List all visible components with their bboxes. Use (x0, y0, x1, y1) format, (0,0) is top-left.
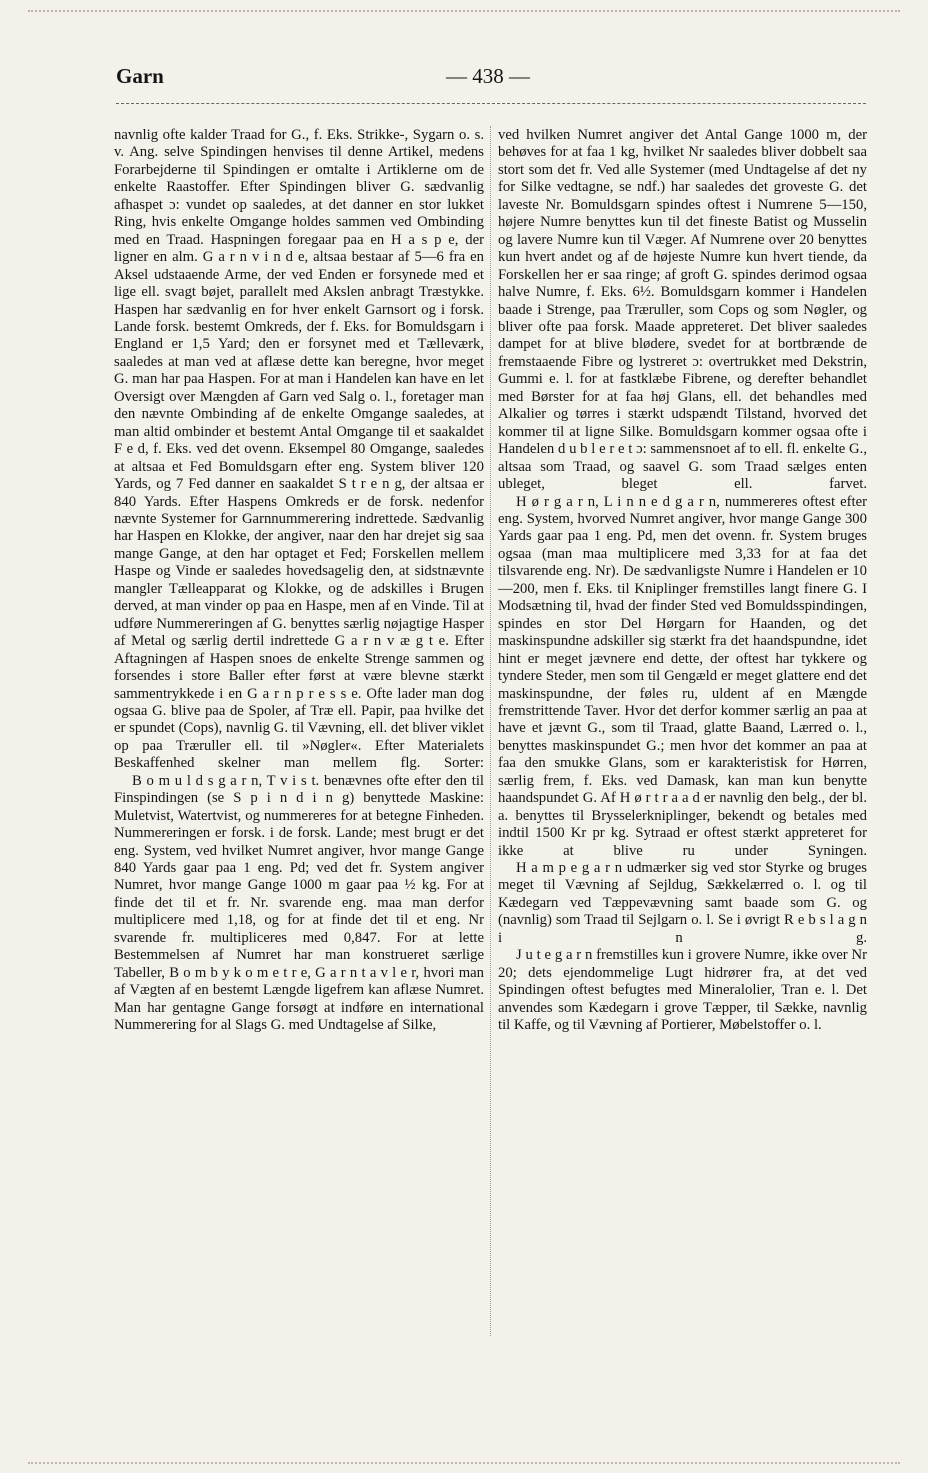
running-headword: Garn (116, 64, 164, 88)
left-paragraph-2: B o m u l d s g a r n, T v i s t. benævnes ofte efter den til Finspindingen (se S p i n d i n g) benyttede Maskine: Muletvist, Watertvist, og nummereres for at betegne Finheden. Nummereringen er forsk. i de forsk. Lande; mest brugt er det eng. System, ved hvilket Numret angiver, hvor mange Gange 840 Yards gaar paa 1 eng. Pd; ved det fr. System angiver Numret, hvor mange Gange 1000 m gaar paa ½ kg. For at finde det til et fr. Nr. svarende eng. maa man derfor multiplicere med 1,18, og for at finde det til et eng. Nr svarende fr. multipliceres med 0,847. For at lette Bestemmelsen af Numret har man konstrueret særlige Tabeller, B o m b y k o m e t r e, G a r n t a v l e r, hvori man af Vægten af en bestemt Længde ligefrem kan aflæse Numret. Man har gentagne Gange forsøgt at indføre en international Nummerering for al Slags G. med Undtagelse af Silke, (114, 772, 484, 1034)
left-column (114, 127, 484, 1035)
right-paragraph-2: H ø r g a r n, L i n n e d g a r n, nummereres oftest efter eng. System, hvorved Numret angiver, hvor mange Gange 300 Yards gaar paa 1 eng. Pd, men det ovenn. fr. System bruges ogsaa (man maa multiplicere med 3,33 for at faa det tilsvarende eng. Nr). De sædvanligste Numre i Handelen er 10—200, men f. Eks. til Kniplinger fremstilles langt finere G. I Modsætning til, hvad der finder Sted ved Bomuldsspindingen, spindes en stor Del Hørgarn for Haanden, og det maskinspundne adskiller sig stærkt fra det haandspundne, idet hint er meget jævnere end dette, der oftest har tykkere og tyndere Steder, men som til Gengæld er meget glattere end det maskinspundne, der føles ru, uldent af en Mængde fremstrittende Taver. Hvor det derfor kommer særlig an paa at have et jævnt G., som til Traad, glatte Baand, Lærred o. l., benyttes maskinspundet G.; men hvor det kommer an paa at faa den smukke Glans, som er karakteristisk for Hørren, særlig frem, f. Eks. ved Damask, kan man kun benytte haandspundet G. Af H ø r t r a a d er navnlig den belg., der bl. a. benyttes til Brysselerkniplinger, bekendt og betales med indtil 1500 Kr pr kg. Sytraad er oftest stærkt appreteret for ikke at blive ru under Syningen. (498, 493, 867, 859)
right-paragraph-4: J u t e g a r n fremstilles kun i grovere Numre, ikke over Nr 20; dets ejendommelige Lugt hidrører fra, at det ved Spindingen oftest befugtes med Mineralolier, Tran e. l. Det anvendes som Kædegarn i grove Tæpper, til Sække, navnlig til Kaffe, og til Vævning af Portierer, Møbelstoffer o. l. (498, 947, 867, 1034)
page-number: — 438 — (446, 64, 530, 88)
column-separator (490, 126, 491, 1336)
header-rule (116, 103, 866, 104)
left-paragraph-1: navnlig ofte kalder Traad for G., f. Eks. Strikke-, Sygarn o. s. v. Ang. selve Spindingen henvises til denne Artikel, medens Forarbejderne til Spindingen er omtalte i Artiklerne om de enkelte Raastoffer. Efter Spindingen bliver G. sædvanlig afhaspet ɔ: vundet op saaledes, at det danner en stor lukket Ring, hvis enkelte Omgange holdes sammen ved Ombinding med en Traad. Haspningen foregaar paa en H a s p e, der ligner en alm. G a r n v i n d e, altsaa bestaar af 5—6 fra en Aksel udstaaende Arme, der ved Enden er forsynede med et lige ell. svagt bøjet, parallelt med Akslen anbragt Træstykke. Haspen har sædvanlig en for hver enkelt Garnsort og i forsk. Lande forsk. bestemt Omkreds, der f. Eks. for Bomuldsgarn i England er 1,5 Yard; den er forsynet med et Tælleværk, saaledes at man ved at aflæse dette kan beregne, hvor meget G. man har paa Haspen. For at man i Handelen kan have en let Oversigt over Mængden af Garn ved Salg o. l., foretager man den nævnte Ombinding af de enkelte Omgange saaledes, at man altid ombinder et bestemt Antal Omgange til et saakaldet F e d, f. Eks. ved det ovenn. Eksempel 80 Omgange, saaledes at altsaa et Fed Bomuldsgarn efter eng. System bliver 120 Yards, og 7 Fed danner en saakaldet S t r e n g, der altsaa er 840 Yards. Efter Haspens Omkreds er de forsk. nedenfor nævnte Systemer for Garnnummerering indrettede. Sædvanlig har Haspen en Klokke, der angiver, naar den har drejet sig saa mange Gange, at den har optaget et Fed; Forskellen mellem Haspe og Vinde er saaledes hovedsagelig den, at sidstnævnte mangler Tælleapparat og Klokke, og de adskilles i Brugen derved, at man vinder op paa en Haspe, men af en Vinde. Til at udføre Nummereringen af G. benyttes særlig nøjagtige Hasper af Metal og særlig dertil indrettede G a r n v æ g t e. Efter Aftagningen af Haspen snoes de enkelte Strenge sammen og forsendes i store Baller efter først at være blevne stærkt sammentrykkede i en G a r n p r e s s e. Ofte lader man dog ogsaa G. blive paa de Spoler, af Træ ell. Papir, paa hvilke det er spundet (Cops), navnlig G. til Vævning, ell. det bliver viklet op paa Træruller ell. til »Nøgler«. Efter Materialets Beskaffenhed skelner man mellem flg. Sorter: (114, 127, 484, 772)
right-paragraph-1: ved hvilken Numret angiver det Antal Gange 1000 m, der behøves for at faa 1 kg, hvilket Nr saaledes bliver dobbelt saa stort som det fr. Ved alle Systemer (med Undtagelse af det ny for Silke vedtagne, se ndf.) har saaledes det groveste G. det laveste Nr. Bomuldsgarn spindes oftest i Numrene 5—150, højere Numre benyttes kun til det fineste Batist og Musselin og lavere Numre kun til Væger. Af Numrene over 20 benyttes kun hvert andet og af de højeste Numre kun hvert tiende, da Forskellen her er saa ringe; af groft G. spindes derimod ogsaa halve Numre, f. Eks. 6½. Bomuldsgarn kommer i Handelen baade i Strenge, paa Træruller, som Cops og som Nøgler, og bliver ofte paa forsk. Maade appreteret. Det bliver saaledes dampet for at blive blødere, svedet for at bortbrænde de fremstaaende Fibre og lystreret ɔ: overtrukket med Dekstrin, Gummi e. l. for at fastklæbe Fibrene, og derefter behandlet med Børster for at faa høj Glans, ell. det behandles med Alkalier og tørres i stærkt udspændt Tilstand, hvorved det kommer til at ligne Silke. Bomuldsgarn kommer ogsaa ofte i Handelen d u b l e r e t ɔ: sammensnoet af to ell. fl. enkelte G., altsaa som Traad, og saavel G. som Traad sælges enten ubleget, bleget ell. farvet. (498, 127, 867, 493)
bottom-edge-rule (28, 1462, 900, 1464)
right-column (498, 127, 867, 1035)
right-paragraph-3: H a m p e g a r n udmærker sig ved stor Styrke og bruges meget til Vævning af Sejldug, Sækkelærred o. l. og til Kædegarn ved Tæppevævning samt baade som G. og (navnlig) som Traad til Sejlgarn o. l. Se i øvrigt R e b s l a g n i n g. (498, 860, 867, 946)
top-edge-rule (28, 10, 900, 12)
page-header (116, 64, 866, 104)
